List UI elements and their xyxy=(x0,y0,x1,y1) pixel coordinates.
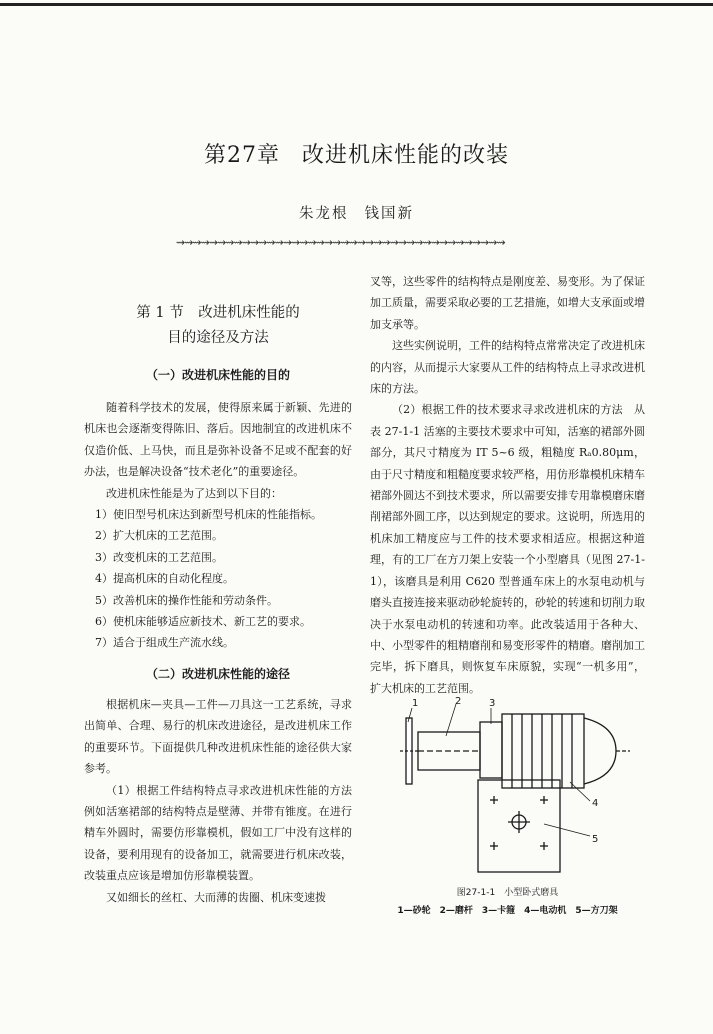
list-item: 4）提高机床的自动化程度。 xyxy=(95,572,234,586)
paragraph: 这些实例说明，工件的结构特点常常决定了改进机床的内容，从而提示大家要从工件的结构特点上寻求改进机床的方法。 xyxy=(370,339,645,396)
figure-label-5: 5 xyxy=(592,834,599,845)
paragraph: （1）根据工件结构特点寻求改进机床性能的方法 例如活塞裙部的结构特点是壁薄、并带有锥度。在进行精车外圆时，需要仿形靠模机，假如工厂中没有这样的设备，要利用现有的设备加工，就需要进行机床改装，改装重点应该是增加仿形靠模装置。 xyxy=(84,783,363,883)
chapter-title xyxy=(0,138,713,169)
clamp-collar xyxy=(480,722,502,778)
list-item: 5）改善机床的操作性能和劳动条件。 xyxy=(95,593,278,607)
paragraph: （2）根据工件的技术要求寻求改进机床的方法 从表 27-1-1 活塞的主要技术要求中可知，活塞的裙部外圆部分，其尺寸精度为 IT 5~6 级，粗糙度 Rₐ0.80μm，由于尺寸精度和粗糙度要求较严格，用仿形靠模机床精车裙部外圆达不到技术要求，所以需要安排专用靠模磨床磨削裙部外圆工序，以达到规定的要求。这说明，所选用的机床加工精度应与工件的技术要求相适应。根据这种道理，有的工厂在方刀架上安装一个小型磨具（见图 27-1-1），该磨具是利用 C620 型普通车床上的水泵电动机与磨头直接连接来驱动砂轮旋转的，砂轮的转速和切削力取决于水泵电动机的转速和功率。此改装适用于各种大、中、小型零件的粗精磨削和易变形零件的精磨。磨削加工完毕，拆下磨具，则恢复车床原貌，实现“一机多用”，扩大机床的工艺范围。 xyxy=(370,403,645,695)
list-item: 6）使机床能够适应新技术、新工艺的要求。 xyxy=(95,615,311,629)
heading-ways: （二）改进机床性能的途径 xyxy=(145,666,290,681)
list-item: 2）扩大机床的工艺范围。 xyxy=(95,529,223,543)
figure-label-4: 4 xyxy=(592,798,599,809)
right-column xyxy=(370,271,645,699)
list-item: 3）改变机床的工艺范围。 xyxy=(95,550,223,564)
paragraph: 随着科学技术的发展，使得原来属于新颖、先进的机床也会逐渐变得陈旧、落后。因地制宜的改进机床不仅造价低、上马快，而且是弥补设备不足或不配套的好办法，也是解决设备“技术老化”的重要途径。 xyxy=(84,401,352,479)
motor-end-cap xyxy=(584,718,616,784)
figure-caption: 图27-1-1 小型卧式磨具 xyxy=(456,888,559,898)
authors xyxy=(0,202,713,223)
author-2: 钱国新 xyxy=(364,206,414,222)
ornament-divider: ⇝⇝⇝⇝⇝⇝⇝⇝⇝⇝⇝⇝⇝⇝⇝⇝⇝⇝⇝⇝⇝⇝⇝⇝⇝⇝⇝⇝⇝⇝⇝⇝⇝⇝⇝⇝⇝⇝⇝⇝ xyxy=(176,236,505,248)
section-title xyxy=(84,301,352,351)
paragraph: 叉等，这些零件的结构特点是刚度差、易变形。为了保证加工质量，需要采取必要的工艺措施，如增大支承面或增加支承等。 xyxy=(370,275,645,331)
author-1: 朱龙根 xyxy=(299,206,349,222)
left-column xyxy=(84,368,363,908)
grinder-figure xyxy=(394,696,634,886)
section-title-line-2: 目的途径及方法 xyxy=(167,330,269,346)
figure-label-3: 3 xyxy=(489,698,496,709)
paragraph: 改进机床性能是为了达到以下目的： xyxy=(106,486,282,500)
paragraph: 根据机床—夹具—工件—刀具这一工艺系统，寻求出简单、合理、易行的机床改进途径，是改进机床工作的重要环节。下面提供几种改进机床性能的途径供大家参考。 xyxy=(84,697,352,776)
list-item: 7）适合于组成生产流水线。 xyxy=(95,636,234,650)
figure-label-2: 2 xyxy=(455,696,462,707)
chapter-number: 第27章 xyxy=(203,143,280,168)
top-rule xyxy=(0,3,713,6)
section-title-line-1: 第 1 节 改进机床性能的 xyxy=(136,305,300,321)
figure-label-1: 1 xyxy=(412,698,419,709)
list-item: 1）使旧型号机床达到新型号机床的性能指标。 xyxy=(95,508,322,522)
paragraph: 又如细长的丝杠、大而薄的齿圈、机床变速拨 xyxy=(106,890,326,904)
heading-purpose: （一）改进机床性能的目的 xyxy=(145,368,290,382)
figure-caption-block xyxy=(370,884,645,920)
chapter-name: 改进机床性能的改装 xyxy=(301,143,509,168)
figure-legend: 1—砂轮 2—磨杆 3—卡箍 4—电动机 5—方刀架 xyxy=(397,906,618,916)
